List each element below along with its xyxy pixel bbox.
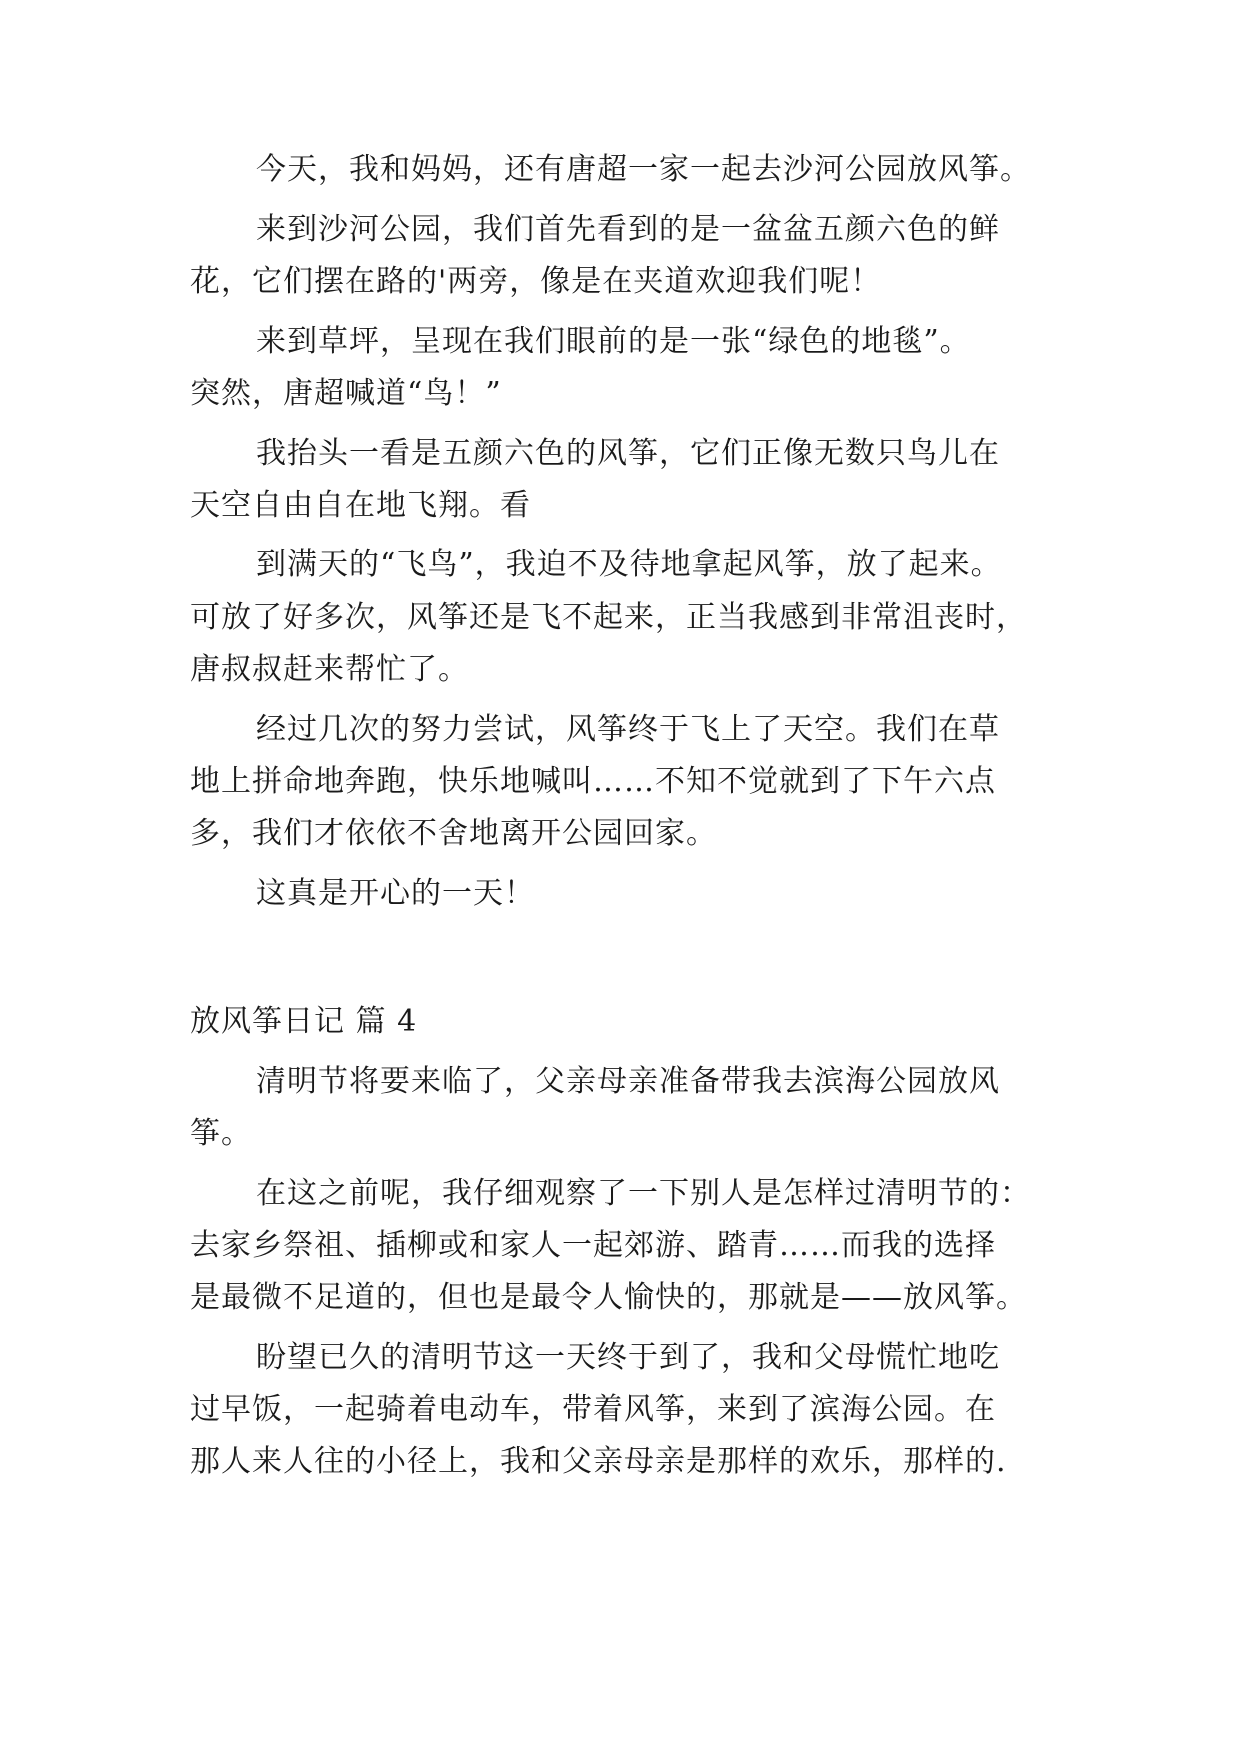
paragraph-line: 我抬头一看是五颜六色的风筝，它们正像无数只鸟儿在 bbox=[256, 436, 1000, 471]
paragraph-line: 天空自由自在地飞翔。看 bbox=[190, 488, 531, 523]
paragraph-line: 多，我们才依依不舍地离开公园回家。 bbox=[190, 816, 717, 851]
paragraph-line: 在这之前呢，我仔细观察了一下别人是怎样过清明节的： bbox=[256, 1176, 1031, 1211]
paragraph-line: 那人来人往的小径上，我和父亲母亲是那样的欢乐，那样的. bbox=[190, 1444, 1007, 1479]
paragraph-line: 去家乡祭祖、插柳或和家人一起郊游、踏青……而我的选择 bbox=[190, 1228, 996, 1263]
paragraph-line: 是最微不足道的，但也是最令人愉快的，那就是——放风筝。 bbox=[190, 1280, 1027, 1315]
paragraph-line: 筝。 bbox=[190, 1116, 252, 1151]
section-heading: 放风筝日记 篇 4 bbox=[190, 1004, 418, 1039]
paragraph-line: 这真是开心的一天！ bbox=[256, 876, 535, 911]
paragraph-line: 今天，我和妈妈，还有唐超一家一起去沙河公园放风筝。 bbox=[256, 152, 1031, 187]
paragraph-line: 盼望已久的清明节这一天终于到了，我和父母慌忙地吃 bbox=[256, 1340, 1000, 1375]
paragraph-line: 经过几次的努力尝试，风筝终于飞上了天空。我们在草 bbox=[256, 712, 1000, 747]
paragraph-line: 过早饭，一起骑着电动车，带着风筝，来到了滨海公园。在 bbox=[190, 1392, 996, 1427]
paragraph-line: 来到草坪，呈现在我们眼前的是一张“绿色的地毯”。 bbox=[256, 324, 971, 359]
paragraph-line: 突然，唐超喊道“鸟！” bbox=[190, 376, 502, 411]
paragraph-line: 地上拼命地奔跑，快乐地喊叫……不知不觉就到了下午六点 bbox=[190, 764, 996, 799]
paragraph-line: 清明节将要来临了，父亲母亲准备带我去滨海公园放风 bbox=[256, 1064, 1000, 1099]
paragraph-line: 来到沙河公园，我们首先看到的是一盆盆五颜六色的鲜 bbox=[256, 212, 1000, 247]
paragraph-line: 唐叔叔赶来帮忙了。 bbox=[190, 652, 469, 687]
paragraph-line: 到满天的“飞鸟”，我迫不及待地拿起风筝，放了起来。 bbox=[256, 547, 1002, 582]
paragraph-line: 可放了好多次，风筝还是飞不起来，正当我感到非常沮丧时， bbox=[190, 600, 1027, 635]
paragraph-line: 花，它们摆在路的'两旁，像是在夹道欢迎我们呢！ bbox=[190, 264, 882, 299]
